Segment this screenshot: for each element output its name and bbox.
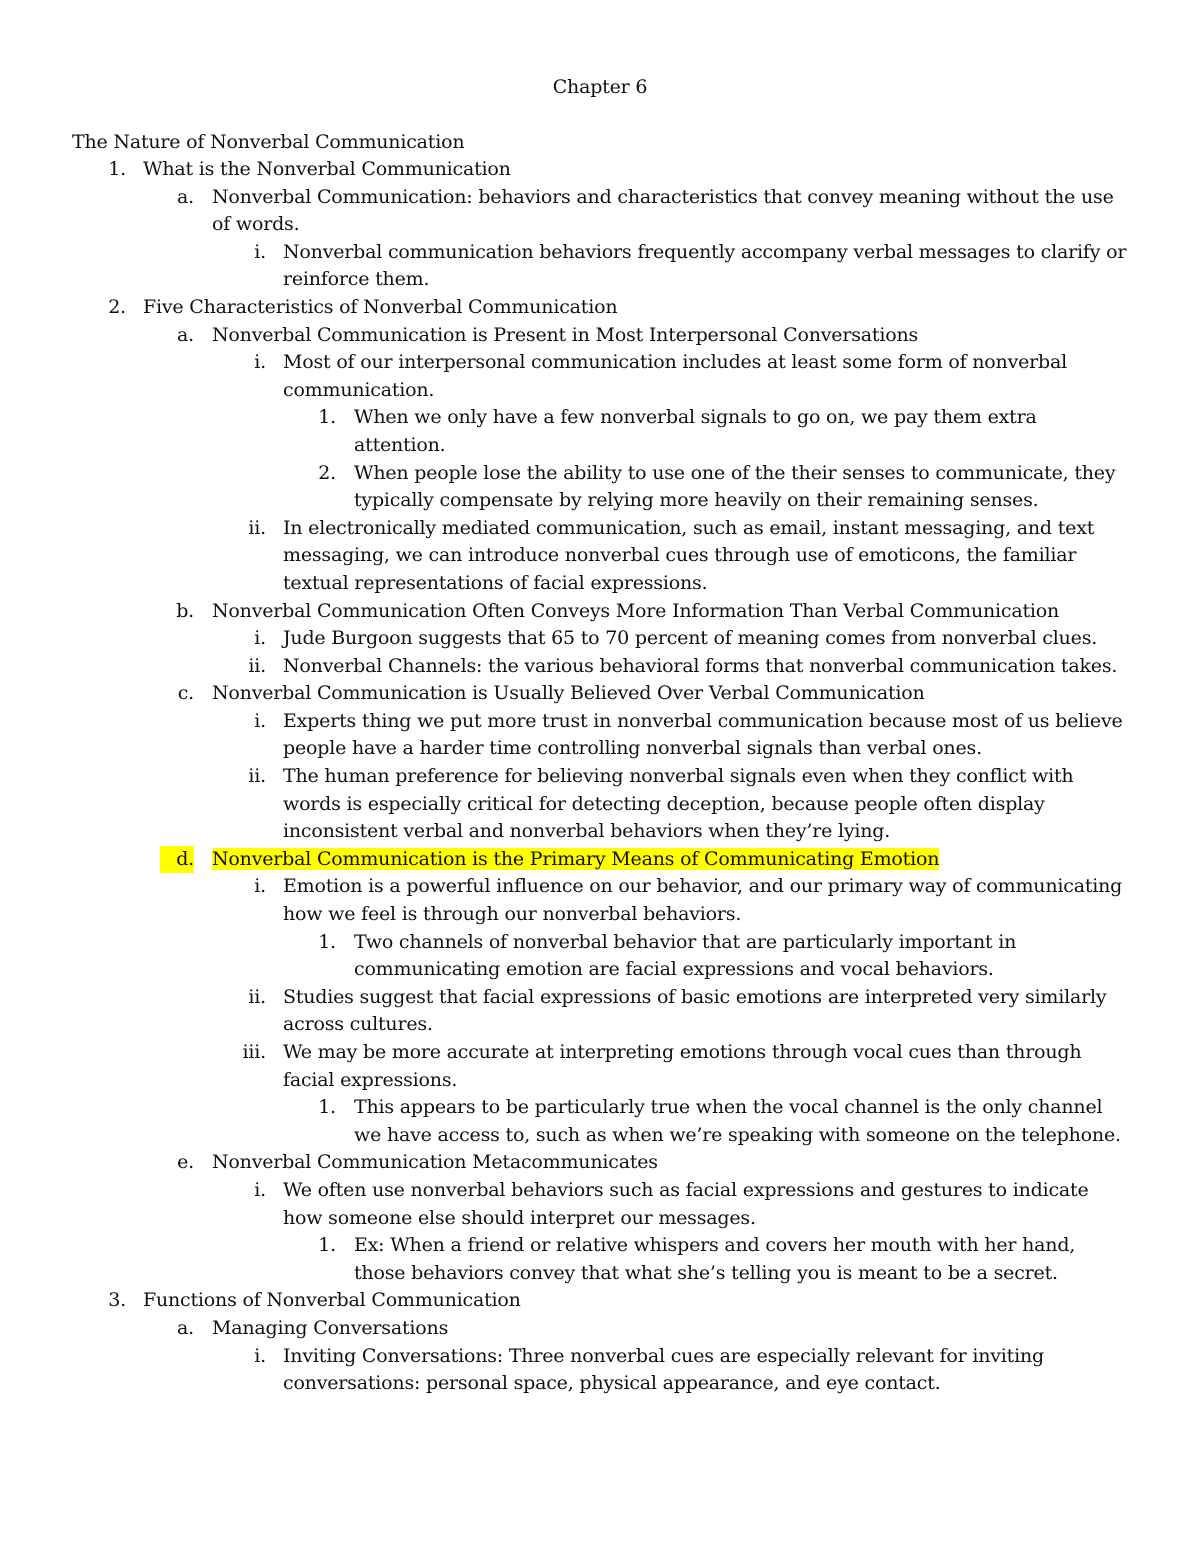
outline-item-level-3 — [0, 1177, 1200, 1232]
list-item-text: In electronically mediated communication, such as email, instant messaging, and text messaging, we can introduce nonverbal cues through use of emoticons, the familiar textual representations of facial expressions. — [283, 516, 1095, 594]
outline-item-level-3 — [0, 349, 1200, 404]
outline-item-level-4 — [0, 404, 1200, 459]
list-marker: 2. — [318, 461, 336, 484]
list-marker: i. — [254, 709, 266, 732]
list-item-text: Nonverbal Communication Metacommunicates — [212, 1151, 658, 1174]
list-marker: i. — [254, 1178, 266, 1201]
outline-item-level-4 — [0, 460, 1200, 515]
list-item-text: Nonverbal Communication: behaviors and characteristics that convey meaning without the use of words. — [212, 185, 1114, 236]
list-item-text: Most of our interpersonal communication includes at least some form of nonverbal communication. — [283, 351, 1068, 401]
outline-item-level-2 — [0, 598, 1200, 626]
list-marker: 1. — [108, 158, 126, 180]
list-item-text: Inviting Conversations: Three nonverbal cues are especially relevant for inviting conversations: personal space, physical appearance, and eye contact. — [283, 1344, 1044, 1395]
page-title: Chapter 6 — [552, 76, 648, 98]
outline-item-level-2 — [0, 184, 1200, 239]
list-marker: i. — [254, 1344, 266, 1367]
list-item-text: Emotion is a powerful influence on our behavior, and our primary way of communicating how we feel is through our nonverbal behaviors. — [283, 875, 1123, 926]
list-marker: ii. — [248, 765, 266, 788]
list-marker: a. — [177, 323, 194, 346]
list-item-text: Two channels of nonverbal behavior that are particularly important in communicating emotion are facial expressions and vocal behaviors. — [354, 930, 1017, 981]
list-item-text: Experts thing we put more trust in nonverbal communication because most of us believe people have a harder time controlling nonverbal signals than verbal ones. — [283, 709, 1123, 760]
outline-item-level-1 — [0, 156, 1200, 184]
list-marker: a. — [177, 1316, 194, 1339]
list-item-text: Ex: When a friend or relative whispers and covers her mouth with her hand, those behaviors convey that what she’s telling you is meant to be a secret. — [354, 1234, 1076, 1284]
outline-item-level-2 — [0, 680, 1200, 708]
list-marker: i. — [254, 875, 266, 898]
section-heading: The Nature of Nonverbal Communication — [72, 131, 465, 153]
outline-item-level-2 — [0, 322, 1200, 350]
list-item-text: Nonverbal communication behaviors frequently accompany verbal messages to clarify or reinforce them. — [283, 240, 1127, 291]
list-marker: 3. — [108, 1289, 126, 1312]
list-item-text: When people lose the ability to use one of the their senses to communicate, they typically compensate by relying more heavily on their remaining senses. — [354, 461, 1116, 512]
list-item-text: Managing Conversations — [212, 1316, 449, 1339]
outline-item-level-3 — [0, 763, 1200, 846]
outline-item-level-2 — [0, 1149, 1200, 1177]
list-item-text: Nonverbal Communication Often Conveys More Information Than Verbal Communication — [212, 599, 1060, 622]
list-marker: 1. — [318, 1234, 336, 1257]
list-marker: 1. — [318, 930, 336, 953]
list-marker: 1. — [318, 1096, 336, 1119]
list-item-text: The human preference for believing nonverbal signals even when they conflict with words is especially critical for detecting deception, because people often display inconsistent verbal and nonverbal behaviors when they’re lying. — [283, 765, 1074, 843]
list-marker: e. — [177, 1151, 194, 1174]
list-marker: 2. — [108, 295, 126, 318]
list-marker: a. — [177, 185, 194, 208]
list-marker: b. — [176, 599, 194, 622]
list-item-text: This appears to be particularly true when the vocal channel is the only channel we have access to, such as when we’re speaking with someone on the telephone. — [354, 1096, 1121, 1146]
outline-item-level-3 — [0, 515, 1200, 598]
outline-item-level-3 — [0, 1039, 1200, 1094]
outline-item-level-1 — [0, 294, 1200, 322]
list-marker: i. — [254, 240, 266, 263]
list-marker: ii. — [248, 654, 266, 677]
outline-item-level-3 — [0, 653, 1200, 681]
outline-item-level-3 — [0, 708, 1200, 763]
list-marker: ii. — [248, 516, 266, 539]
outline-item-level-2 — [0, 1315, 1200, 1343]
outline-item-highlighted — [0, 846, 1200, 874]
list-item-text: Nonverbal Channels: the various behavioral forms that nonverbal communication takes. — [283, 654, 1118, 677]
outline-item-level-4 — [0, 1232, 1200, 1287]
outline-item-level-3 — [0, 625, 1200, 653]
list-marker: i. — [254, 351, 266, 374]
list-item-text: Nonverbal Communication is Usually Believed Over Verbal Communication — [212, 682, 925, 705]
outline-item-level-1 — [0, 1287, 1200, 1315]
list-marker: i. — [254, 627, 266, 650]
list-marker: 1. — [318, 406, 336, 429]
list-marker: iii. — [242, 1041, 266, 1063]
list-item-text: Nonverbal Communication is Present in Most Interpersonal Conversations — [212, 323, 919, 346]
list-item-text: What is the Nonverbal Communication — [143, 158, 511, 180]
outline-list — [0, 156, 1200, 1398]
list-item-text: We may be more accurate at interpreting emotions through vocal cues than through facial expressions. — [283, 1041, 1082, 1091]
list-item-text: When we only have a few nonverbal signals to go on, we pay them extra attention. — [354, 406, 1037, 456]
list-item-text: Nonverbal Communication is the Primary Means of Communicating Emotion — [212, 847, 940, 870]
list-marker: c. — [177, 682, 194, 705]
outline-item-level-4 — [0, 1094, 1200, 1149]
outline-item-level-3 — [0, 873, 1200, 928]
list-item-text: Studies suggest that facial expressions of basic emotions are interpreted very similarly across cultures. — [283, 985, 1107, 1036]
list-marker: d. — [160, 846, 194, 874]
list-item-text: We often use nonverbal behaviors such as facial expressions and gestures to indicate how someone else should interpret our messages. — [283, 1178, 1089, 1229]
list-item-text: Five Characteristics of Nonverbal Communication — [143, 295, 618, 318]
list-marker: ii. — [248, 985, 266, 1008]
list-item-text: Jude Burgoon suggests that 65 to 70 percent of meaning comes from nonverbal clues. — [283, 627, 1098, 650]
outline-item-level-3 — [0, 984, 1200, 1039]
list-item-text: Functions of Nonverbal Communication — [143, 1289, 521, 1312]
outline-item-level-4 — [0, 929, 1200, 984]
outline-item-level-3 — [0, 239, 1200, 294]
outline-item-level-3 — [0, 1343, 1200, 1398]
